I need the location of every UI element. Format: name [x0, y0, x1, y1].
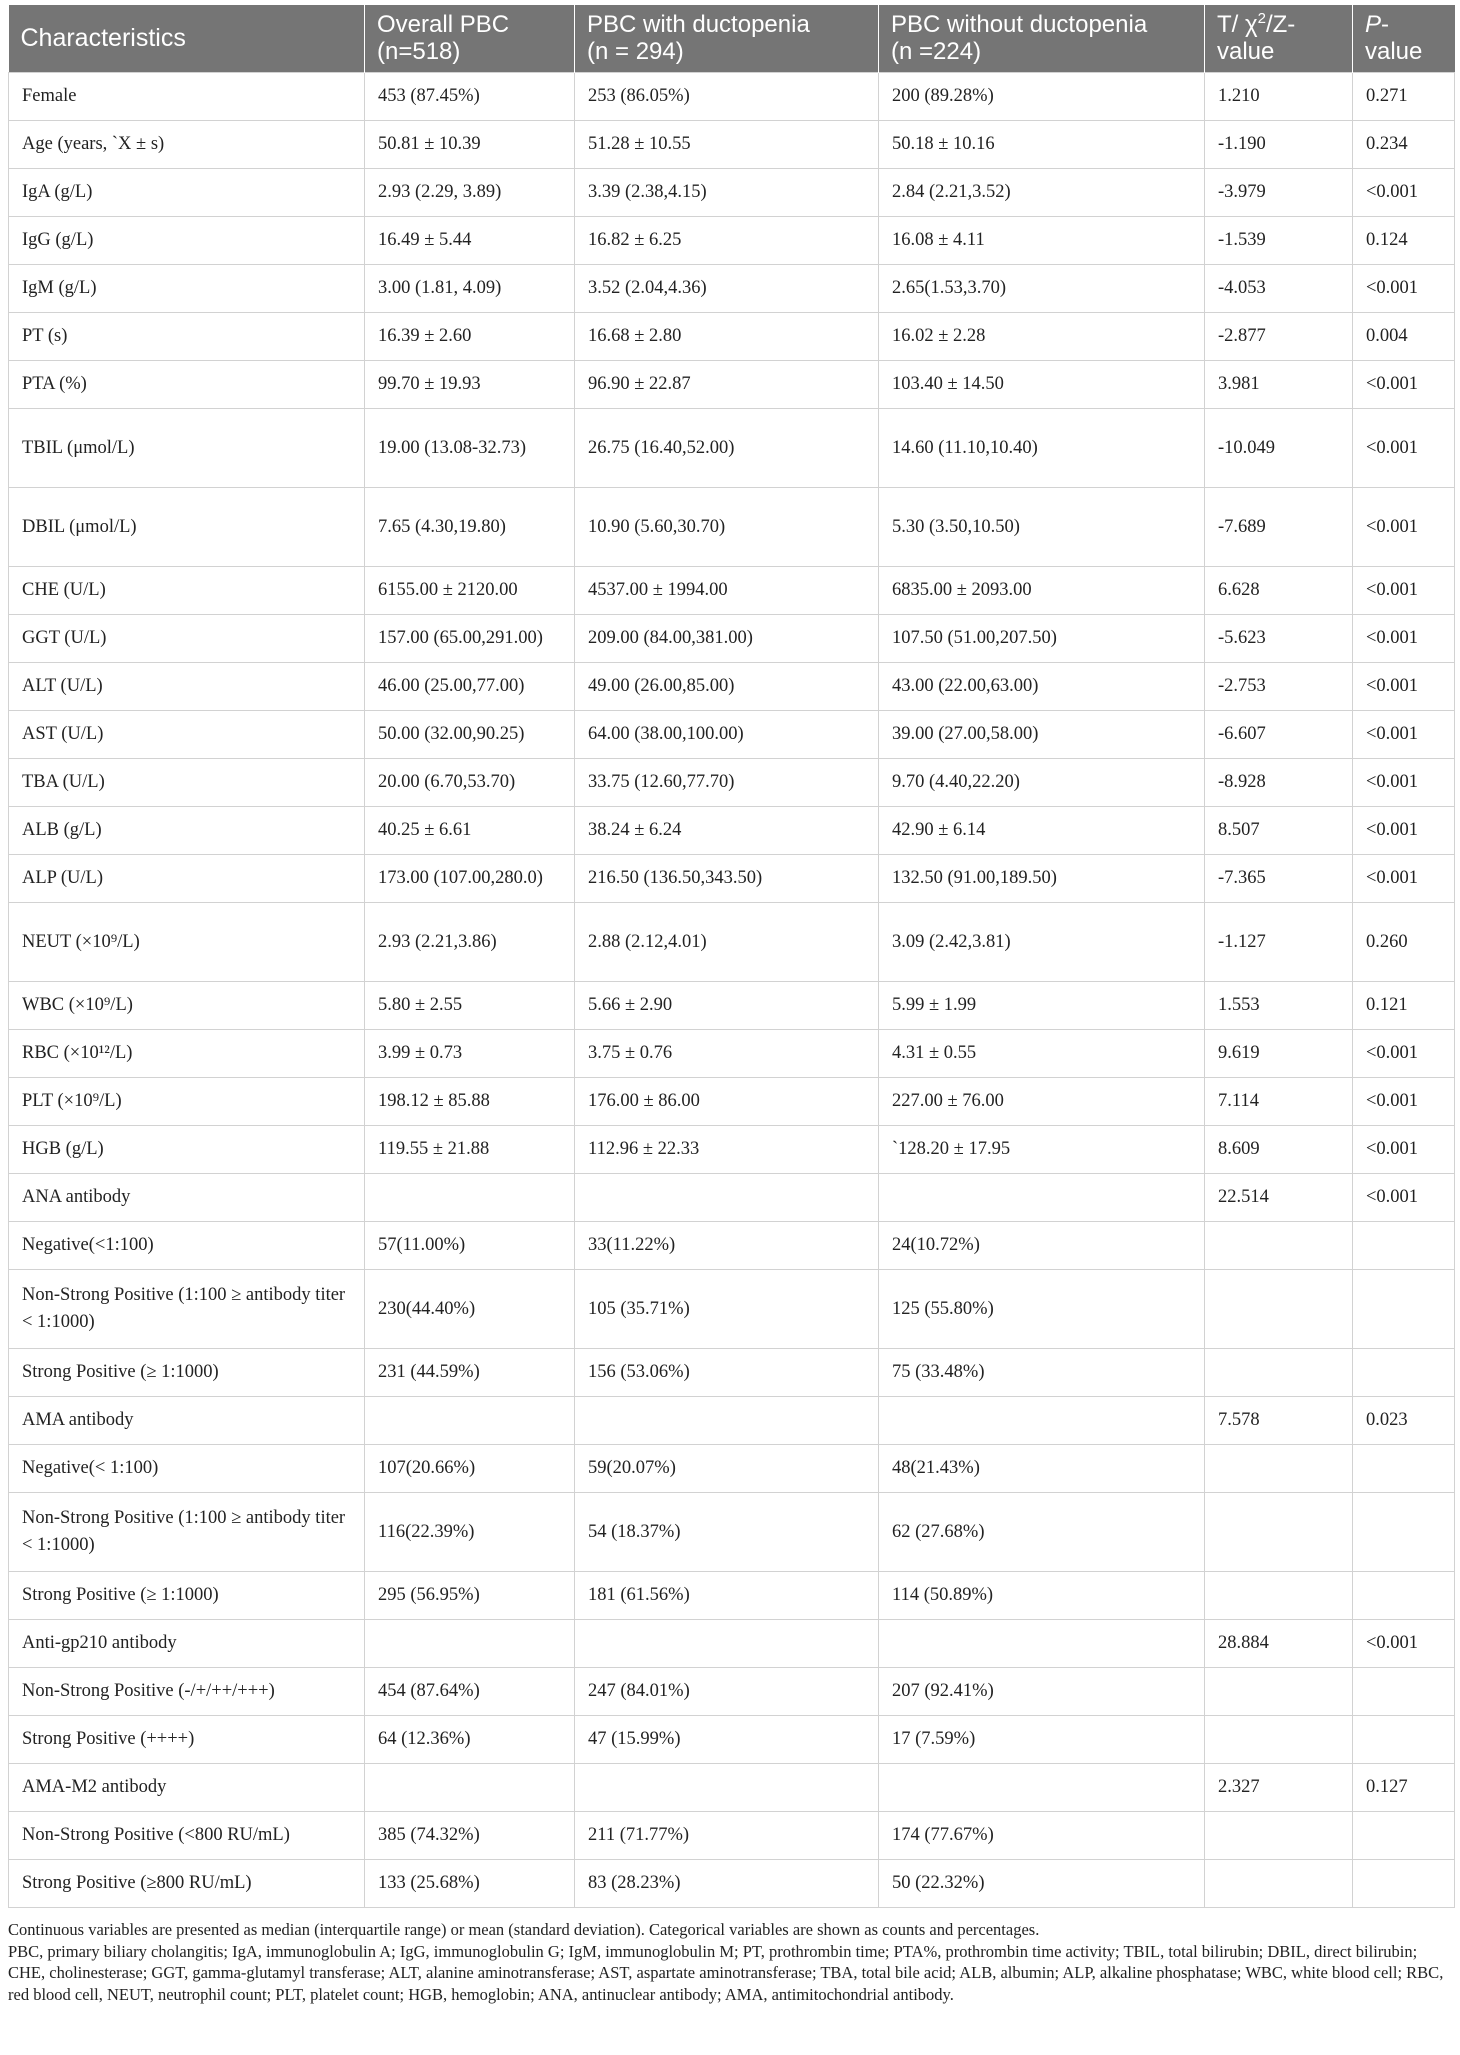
- without-ductopenia-cell: 75 (33.48%): [879, 1349, 1205, 1397]
- with-ductopenia-cell: 64.00 (38.00,100.00): [575, 711, 879, 759]
- overall-cell: 173.00 (107.00,280.0): [365, 855, 575, 903]
- table-row: [9, 615, 1455, 663]
- characteristic-cell: AMA antibody: [9, 1397, 365, 1445]
- stat-value-cell: [1205, 1860, 1353, 1908]
- with-ductopenia-cell: 209.00 (84.00,381.00): [575, 615, 879, 663]
- header-stat-value: T/ $\chi^2/Z$-value: [1205, 5, 1353, 73]
- characteristic-cell: ALB (g/L): [9, 807, 365, 855]
- header-characteristics: Characteristics: [9, 5, 365, 73]
- with-ductopenia-cell: 5.66 ± 2.90: [575, 982, 879, 1030]
- with-ductopenia-cell: 38.24 ± 6.24: [575, 807, 879, 855]
- with-ductopenia-cell: 54 (18.37%): [575, 1493, 879, 1572]
- without-ductopenia-cell: 207 (92.41%): [879, 1668, 1205, 1716]
- stat-value-cell: -10.049: [1205, 409, 1353, 488]
- p-value-cell: 0.260: [1353, 903, 1455, 982]
- p-value-cell: <0.001: [1353, 488, 1455, 567]
- without-ductopenia-cell: 174 (77.67%): [879, 1812, 1205, 1860]
- table-row: [9, 1620, 1455, 1668]
- stat-value-cell: 8.609: [1205, 1126, 1353, 1174]
- p-value-cell: <0.001: [1353, 169, 1455, 217]
- with-ductopenia-cell: 26.75 (16.40,52.00): [575, 409, 879, 488]
- characteristic-cell: Non-Strong Positive (-/+/++/+++): [9, 1668, 365, 1716]
- stat-value-cell: [1205, 1349, 1353, 1397]
- overall-cell: 198.12 ± 85.88: [365, 1078, 575, 1126]
- with-ductopenia-cell: 59(20.07%): [575, 1445, 879, 1493]
- overall-cell: 2.93 (2.21,3.86): [365, 903, 575, 982]
- without-ductopenia-cell: 3.09 (2.42,3.81): [879, 903, 1205, 982]
- without-ductopenia-cell: 24(10.72%): [879, 1222, 1205, 1270]
- characteristic-cell: PTA (%): [9, 361, 365, 409]
- table-row: [9, 217, 1455, 265]
- characteristic-cell: PLT (×10⁹/L): [9, 1078, 365, 1126]
- table-row: [9, 1668, 1455, 1716]
- table-row: [9, 759, 1455, 807]
- overall-cell: 46.00 (25.00,77.00): [365, 663, 575, 711]
- table-row: [9, 855, 1455, 903]
- characteristic-cell: Strong Positive (++++): [9, 1716, 365, 1764]
- p-value-cell: [1353, 1222, 1455, 1270]
- p-value-cell: <0.001: [1353, 409, 1455, 488]
- with-ductopenia-cell: 51.28 ± 10.55: [575, 121, 879, 169]
- table-row: [9, 1572, 1455, 1620]
- table-row: [9, 982, 1455, 1030]
- stat-value-cell: 7.114: [1205, 1078, 1353, 1126]
- with-ductopenia-cell: 253 (86.05%): [575, 73, 879, 121]
- p-value-cell: [1353, 1349, 1455, 1397]
- characteristics-table: [8, 5, 1455, 1908]
- with-ductopenia-cell: [575, 1764, 879, 1812]
- overall-cell: 99.70 ± 19.93: [365, 361, 575, 409]
- table-row: [9, 1716, 1455, 1764]
- p-value-cell: [1353, 1270, 1455, 1349]
- overall-cell: 230(44.40%): [365, 1270, 575, 1349]
- p-value-cell: 0.023: [1353, 1397, 1455, 1445]
- with-ductopenia-cell: 3.52 (2.04,4.36): [575, 265, 879, 313]
- stat-value-cell: [1205, 1572, 1353, 1620]
- overall-cell: 6155.00 ± 2120.00: [365, 567, 575, 615]
- overall-cell: 295 (56.95%): [365, 1572, 575, 1620]
- p-value-cell: 0.127: [1353, 1764, 1455, 1812]
- with-ductopenia-cell: 33.75 (12.60,77.70): [575, 759, 879, 807]
- overall-cell: [365, 1397, 575, 1445]
- without-ductopenia-cell: 2.84 (2.21,3.52): [879, 169, 1205, 217]
- header-overall: Overall PBC (n=518): [365, 5, 575, 73]
- overall-cell: 16.49 ± 5.44: [365, 217, 575, 265]
- header-p-value: P-value: [1353, 5, 1455, 73]
- table-row: [9, 1445, 1455, 1493]
- with-ductopenia-cell: 83 (28.23%): [575, 1860, 879, 1908]
- stat-value-cell: -6.607: [1205, 711, 1353, 759]
- without-ductopenia-cell: 200 (89.28%): [879, 73, 1205, 121]
- characteristic-cell: Negative(<1:100): [9, 1222, 365, 1270]
- with-ductopenia-cell: 181 (61.56%): [575, 1572, 879, 1620]
- overall-cell: 453 (87.45%): [365, 73, 575, 121]
- table-row: [9, 1397, 1455, 1445]
- without-ductopenia-cell: 5.30 (3.50,10.50): [879, 488, 1205, 567]
- without-ductopenia-cell: 48(21.43%): [879, 1445, 1205, 1493]
- stat-value-cell: 8.507: [1205, 807, 1353, 855]
- overall-cell: 16.39 ± 2.60: [365, 313, 575, 361]
- p-value-cell: <0.001: [1353, 855, 1455, 903]
- without-ductopenia-cell: 17 (7.59%): [879, 1716, 1205, 1764]
- p-value-cell: <0.001: [1353, 567, 1455, 615]
- characteristic-cell: AST (U/L): [9, 711, 365, 759]
- without-ductopenia-cell: 103.40 ± 14.50: [879, 361, 1205, 409]
- table-row: [9, 1764, 1455, 1812]
- without-ductopenia-cell: [879, 1174, 1205, 1222]
- overall-cell: 50.00 (32.00,90.25): [365, 711, 575, 759]
- stat-value-cell: -1.190: [1205, 121, 1353, 169]
- p-value-cell: <0.001: [1353, 1078, 1455, 1126]
- without-ductopenia-cell: 16.08 ± 4.11: [879, 217, 1205, 265]
- without-ductopenia-cell: 132.50 (91.00,189.50): [879, 855, 1205, 903]
- with-ductopenia-cell: 10.90 (5.60,30.70): [575, 488, 879, 567]
- table-row: [9, 361, 1455, 409]
- with-ductopenia-cell: 16.68 ± 2.80: [575, 313, 879, 361]
- characteristic-cell: AMA-M2 antibody: [9, 1764, 365, 1812]
- table-row: [9, 73, 1455, 121]
- overall-cell: 231 (44.59%): [365, 1349, 575, 1397]
- with-ductopenia-cell: 3.39 (2.38,4.15): [575, 169, 879, 217]
- overall-cell: 107(20.66%): [365, 1445, 575, 1493]
- p-value-cell: 0.124: [1353, 217, 1455, 265]
- table-row: [9, 1126, 1455, 1174]
- table-row: [9, 1270, 1455, 1349]
- table-row: [9, 903, 1455, 982]
- overall-cell: 5.80 ± 2.55: [365, 982, 575, 1030]
- stat-value-cell: 22.514: [1205, 1174, 1353, 1222]
- stat-value-cell: -2.753: [1205, 663, 1353, 711]
- with-ductopenia-cell: 211 (71.77%): [575, 1812, 879, 1860]
- overall-cell: 64 (12.36%): [365, 1716, 575, 1764]
- stat-value-cell: -5.623: [1205, 615, 1353, 663]
- p-value-cell: 0.004: [1353, 313, 1455, 361]
- without-ductopenia-cell: [879, 1764, 1205, 1812]
- characteristic-cell: RBC (×10¹²/L): [9, 1030, 365, 1078]
- table-row: [9, 711, 1455, 759]
- overall-cell: 454 (87.64%): [365, 1668, 575, 1716]
- table-row: [9, 1860, 1455, 1908]
- overall-cell: 133 (25.68%): [365, 1860, 575, 1908]
- stat-value-cell: -1.539: [1205, 217, 1353, 265]
- without-ductopenia-cell: 6835.00 ± 2093.00: [879, 567, 1205, 615]
- stat-value-cell: 28.884: [1205, 1620, 1353, 1668]
- stat-value-cell: -3.979: [1205, 169, 1353, 217]
- table-row: [9, 313, 1455, 361]
- p-value-cell: 0.121: [1353, 982, 1455, 1030]
- characteristic-cell: Strong Positive (≥800 RU/mL): [9, 1860, 365, 1908]
- p-value-cell: <0.001: [1353, 1620, 1455, 1668]
- with-ductopenia-cell: 16.82 ± 6.25: [575, 217, 879, 265]
- p-value-cell: <0.001: [1353, 711, 1455, 759]
- without-ductopenia-cell: [879, 1397, 1205, 1445]
- stat-value-cell: [1205, 1222, 1353, 1270]
- overall-cell: 19.00 (13.08-32.73): [365, 409, 575, 488]
- with-ductopenia-cell: 176.00 ± 86.00: [575, 1078, 879, 1126]
- characteristic-cell: DBIL (μmol/L): [9, 488, 365, 567]
- p-value-cell: [1353, 1445, 1455, 1493]
- stat-value-cell: -2.877: [1205, 313, 1353, 361]
- stat-value-cell: 1.210: [1205, 73, 1353, 121]
- p-value-cell: <0.001: [1353, 807, 1455, 855]
- stat-value-cell: -7.689: [1205, 488, 1353, 567]
- p-value-cell: <0.001: [1353, 615, 1455, 663]
- p-value-cell: <0.001: [1353, 265, 1455, 313]
- overall-cell: 2.93 (2.29, 3.89): [365, 169, 575, 217]
- p-value-cell: <0.001: [1353, 1126, 1455, 1174]
- table-row: [9, 488, 1455, 567]
- without-ductopenia-cell: 2.65(1.53,3.70): [879, 265, 1205, 313]
- p-value-cell: <0.001: [1353, 1030, 1455, 1078]
- p-value-cell: [1353, 1716, 1455, 1764]
- overall-cell: 119.55 ± 21.88: [365, 1126, 575, 1174]
- without-ductopenia-cell: 50 (22.32%): [879, 1860, 1205, 1908]
- p-value-cell: [1353, 1668, 1455, 1716]
- table-row: [9, 265, 1455, 313]
- stat-value-cell: -4.053: [1205, 265, 1353, 313]
- without-ductopenia-cell: 5.99 ± 1.99: [879, 982, 1205, 1030]
- overall-cell: 7.65 (4.30,19.80): [365, 488, 575, 567]
- overall-cell: 116(22.39%): [365, 1493, 575, 1572]
- without-ductopenia-cell: 39.00 (27.00,58.00): [879, 711, 1205, 759]
- table-row: [9, 1812, 1455, 1860]
- characteristic-cell: IgM (g/L): [9, 265, 365, 313]
- characteristic-cell: ANA antibody: [9, 1174, 365, 1222]
- characteristic-cell: ALP (U/L): [9, 855, 365, 903]
- without-ductopenia-cell: 9.70 (4.40,22.20): [879, 759, 1205, 807]
- stat-value-cell: [1205, 1716, 1353, 1764]
- with-ductopenia-cell: 216.50 (136.50,343.50): [575, 855, 879, 903]
- stat-value-cell: -7.365: [1205, 855, 1353, 903]
- stat-value-cell: 6.628: [1205, 567, 1353, 615]
- overall-cell: [365, 1764, 575, 1812]
- without-ductopenia-cell: 62 (27.68%): [879, 1493, 1205, 1572]
- with-ductopenia-cell: [575, 1174, 879, 1222]
- characteristic-cell: TBIL (μmol/L): [9, 409, 365, 488]
- table-row: [9, 1349, 1455, 1397]
- stat-value-cell: [1205, 1668, 1353, 1716]
- characteristic-cell: Negative(< 1:100): [9, 1445, 365, 1493]
- overall-cell: 385 (74.32%): [365, 1812, 575, 1860]
- with-ductopenia-cell: [575, 1397, 879, 1445]
- stat-value-cell: 7.578: [1205, 1397, 1353, 1445]
- overall-cell: 50.81 ± 10.39: [365, 121, 575, 169]
- overall-cell: 157.00 (65.00,291.00): [365, 615, 575, 663]
- characteristic-cell: Age (years, `X ± s): [9, 121, 365, 169]
- header-without-ductopenia: PBC without ductopenia (n =224): [879, 5, 1205, 73]
- stat-value-cell: 9.619: [1205, 1030, 1353, 1078]
- p-value-cell: 0.271: [1353, 73, 1455, 121]
- with-ductopenia-cell: 247 (84.01%): [575, 1668, 879, 1716]
- footnote-presentation: Continuous variables are presented as median (interquartile range) or mean (standard deviation). Categorical variables are shown as counts and percentages.: [8, 1920, 1040, 1939]
- table-container: [8, 5, 1454, 1908]
- stat-value-cell: 2.327: [1205, 1764, 1353, 1812]
- characteristic-cell: IgG (g/L): [9, 217, 365, 265]
- without-ductopenia-cell: 114 (50.89%): [879, 1572, 1205, 1620]
- table-row: [9, 1030, 1455, 1078]
- overall-cell: 40.25 ± 6.61: [365, 807, 575, 855]
- stat-value-cell: [1205, 1812, 1353, 1860]
- overall-cell: 3.99 ± 0.73: [365, 1030, 575, 1078]
- overall-cell: 3.00 (1.81, 4.09): [365, 265, 575, 313]
- table-row: [9, 807, 1455, 855]
- overall-cell: [365, 1174, 575, 1222]
- table-footnotes: [8, 1919, 1454, 2005]
- with-ductopenia-cell: 112.96 ± 22.33: [575, 1126, 879, 1174]
- with-ductopenia-cell: 156 (53.06%): [575, 1349, 879, 1397]
- with-ductopenia-cell: [575, 1620, 879, 1668]
- table-row: [9, 1078, 1455, 1126]
- with-ductopenia-cell: 49.00 (26.00,85.00): [575, 663, 879, 711]
- table-row: [9, 409, 1455, 488]
- characteristic-cell: Non-Strong Positive (<800 RU/mL): [9, 1812, 365, 1860]
- p-value-cell: <0.001: [1353, 1174, 1455, 1222]
- characteristic-cell: CHE (U/L): [9, 567, 365, 615]
- overall-cell: 57(11.00%): [365, 1222, 575, 1270]
- p-value-cell: <0.001: [1353, 759, 1455, 807]
- characteristic-cell: PT (s): [9, 313, 365, 361]
- p-value-cell: [1353, 1812, 1455, 1860]
- characteristic-cell: WBC (×10⁹/L): [9, 982, 365, 1030]
- with-ductopenia-cell: 33(11.22%): [575, 1222, 879, 1270]
- characteristic-cell: Female: [9, 73, 365, 121]
- characteristic-cell: IgA (g/L): [9, 169, 365, 217]
- header-row: [9, 5, 1455, 73]
- without-ductopenia-cell: 125 (55.80%): [879, 1270, 1205, 1349]
- without-ductopenia-cell: `128.20 ± 17.95: [879, 1126, 1205, 1174]
- stat-value-cell: [1205, 1270, 1353, 1349]
- p-value-cell: <0.001: [1353, 663, 1455, 711]
- footnote-abbreviations: PBC, primary biliary cholangitis; IgA, immunoglobulin A; IgG, immunoglobulin G; IgM, immunoglobulin M; PT, prothrombin time; PTA%, prothrombin time activity; TBIL, total bilirubin; DBIL, direct bilirubin; CHE, cholinesterase; GGT, gamma-glutamyl transferase; ALT, alanine aminotransferase; AST, aspartate aminotransferase; TBA, total bile acid; ALB, albumin; ALP, alkaline phosphatase; WBC, white blood cell; RBC, red blood cell, NEUT, neutrophil count; PLT, platelet count; HGB, hemoglobin; ANA, antinuclear antibody; AMA, antimitochondrial antibody.: [8, 1941, 1444, 2004]
- characteristic-cell: NEUT (×10⁹/L): [9, 903, 365, 982]
- characteristic-cell: ALT (U/L): [9, 663, 365, 711]
- table-row: [9, 1222, 1455, 1270]
- p-value-cell: [1353, 1493, 1455, 1572]
- p-value-cell: [1353, 1572, 1455, 1620]
- table-row: [9, 1493, 1455, 1572]
- characteristic-cell: GGT (U/L): [9, 615, 365, 663]
- characteristic-cell: Non-Strong Positive (1:100 ≥ antibody titer < 1:1000): [9, 1270, 365, 1349]
- with-ductopenia-cell: 47 (15.99%): [575, 1716, 879, 1764]
- stat-value-cell: 3.981: [1205, 361, 1353, 409]
- characteristic-cell: HGB (g/L): [9, 1126, 365, 1174]
- without-ductopenia-cell: 16.02 ± 2.28: [879, 313, 1205, 361]
- with-ductopenia-cell: 3.75 ± 0.76: [575, 1030, 879, 1078]
- characteristic-cell: TBA (U/L): [9, 759, 365, 807]
- characteristic-cell: Strong Positive (≥ 1:1000): [9, 1572, 365, 1620]
- overall-cell: [365, 1620, 575, 1668]
- with-ductopenia-cell: 4537.00 ± 1994.00: [575, 567, 879, 615]
- characteristic-cell: Anti-gp210 antibody: [9, 1620, 365, 1668]
- stat-value-cell: 1.553: [1205, 982, 1353, 1030]
- p-value-cell: [1353, 1860, 1455, 1908]
- without-ductopenia-cell: [879, 1620, 1205, 1668]
- without-ductopenia-cell: 4.31 ± 0.55: [879, 1030, 1205, 1078]
- characteristic-cell: Non-Strong Positive (1:100 ≥ antibody titer < 1:1000): [9, 1493, 365, 1572]
- without-ductopenia-cell: 14.60 (11.10,10.40): [879, 409, 1205, 488]
- stat-value-cell: [1205, 1445, 1353, 1493]
- with-ductopenia-cell: 96.90 ± 22.87: [575, 361, 879, 409]
- without-ductopenia-cell: 50.18 ± 10.16: [879, 121, 1205, 169]
- table-row: [9, 663, 1455, 711]
- with-ductopenia-cell: 2.88 (2.12,4.01): [575, 903, 879, 982]
- without-ductopenia-cell: 42.90 ± 6.14: [879, 807, 1205, 855]
- characteristic-cell: Strong Positive (≥ 1:1000): [9, 1349, 365, 1397]
- without-ductopenia-cell: 43.00 (22.00,63.00): [879, 663, 1205, 711]
- header-with-ductopenia: PBC with ductopenia (n = 294): [575, 5, 879, 73]
- stat-value-cell: [1205, 1493, 1353, 1572]
- without-ductopenia-cell: 107.50 (51.00,207.50): [879, 615, 1205, 663]
- p-value-cell: 0.234: [1353, 121, 1455, 169]
- table-row: [9, 121, 1455, 169]
- table-row: [9, 1174, 1455, 1222]
- with-ductopenia-cell: 105 (35.71%): [575, 1270, 879, 1349]
- table-row: [9, 169, 1455, 217]
- without-ductopenia-cell: 227.00 ± 76.00: [879, 1078, 1205, 1126]
- p-value-cell: <0.001: [1353, 361, 1455, 409]
- stat-value-cell: -1.127: [1205, 903, 1353, 982]
- table-row: [9, 567, 1455, 615]
- stat-value-cell: -8.928: [1205, 759, 1353, 807]
- overall-cell: 20.00 (6.70,53.70): [365, 759, 575, 807]
